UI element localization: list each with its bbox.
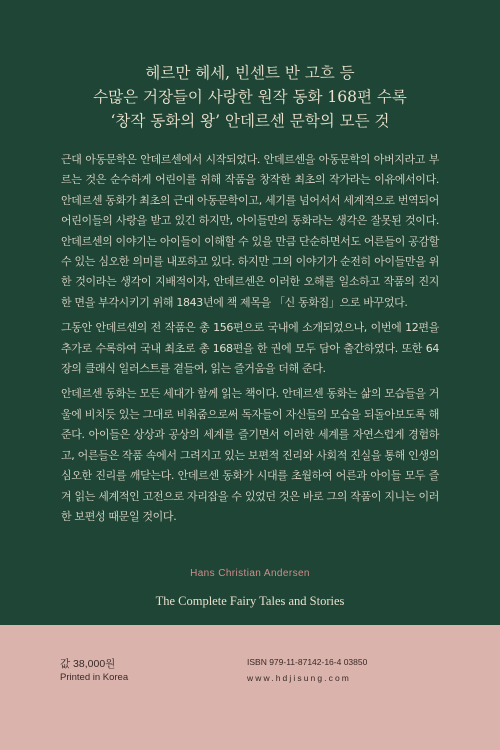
publisher-url: www.hdjisung.com xyxy=(247,673,351,683)
printed-in-label: Printed in Korea xyxy=(60,672,129,683)
description-paragraph-2: 그동안 안데르센의 전 작품은 총 156편으로 국내에 소개되었으나, 이번에 12편을 추가로 수록하여 국내 최초로 총 168편을 한 권에 모두 담아 출간하였다. 또한 64장의 클래식 일러스트를 곁들여, 읽는 즐거움을 더해 준다. xyxy=(61,321,439,376)
description-paragraph-3: 안데르센 동화는 모든 세대가 함께 읽는 책이다. 안데르센 동화는 삶의 모습들을 거울에 비치듯 있는 그대로 비춰줌으로써 독자들이 자신들의 모습을 되돌아보도록 해 준다. 아이들은 상상과 공상의 세계를 즐기면서 이러한 세계를 자연스럽게 경험하고, 어른들은 작품 속에서 그려지고 있는 보편적 진리와 사회적 진실을 통해 인생의 심오한 진리를 깨닫는다. 안데르센 동화가 시대를 초월하여 어른과 아이들 모두 즐겨 읽는 세계적인 고전으로 자리잡을 수 있었던 것은 바로 그의 작품이 지니는 이러한 보편성 때문일 것이다. xyxy=(61,387,439,523)
isbn-label: ISBN 979-11-87142-16-4 03850 xyxy=(247,657,368,667)
tagline xyxy=(0,62,500,134)
description xyxy=(61,150,439,532)
book-title-english: The Complete Fairy Tales and Stories xyxy=(155,594,345,608)
description-paragraph-1: 근대 아동문학은 안데르센에서 시작되었다. 안데르센을 아동문학의 아버지라고 부르는 것은 순수하게 어린이를 위해 작품을 창작한 최초의 작가라는 이유에서이다. 안데르센 동화가 최초의 근대 아동문학이고, 세기를 넘어서서 세계적으로 번역되어 어린이들의 사랑을 받고 있긴 하지만, 아이들만의 동화라는 생각은 잘못된 것이다. 안데르센의 이야기는 아이들이 이해할 수 있을 만큼 단순하면서도 어른들이 공감할 수 있는 심오한 의미를 내포하고 있다. 하지만 그의 이야기가 순전히 아이들만을 위한 것이라는 생각이 지배적이자, 안데르센은 이러한 오해를 일소하고 작품의 진지한 면을 부각시키기 위해 1843년에 책 제목을 「신 동화집」으로 바꾸었다. xyxy=(61,153,439,309)
tagline-line-3: ‘창작 동화의 왕’ 안데르센 문학의 모든 것 xyxy=(110,112,390,130)
author-name-english: Hans Christian Andersen xyxy=(190,568,310,579)
tagline-line-1: 헤르만 헤세, 빈센트 반 고흐 등 xyxy=(145,64,355,82)
bottom-band xyxy=(0,625,500,750)
price-label: 값 38,000원 xyxy=(60,658,116,670)
tagline-line-2: 수많은 거장들이 사랑한 원작 동화 168편 수록 xyxy=(93,88,407,106)
